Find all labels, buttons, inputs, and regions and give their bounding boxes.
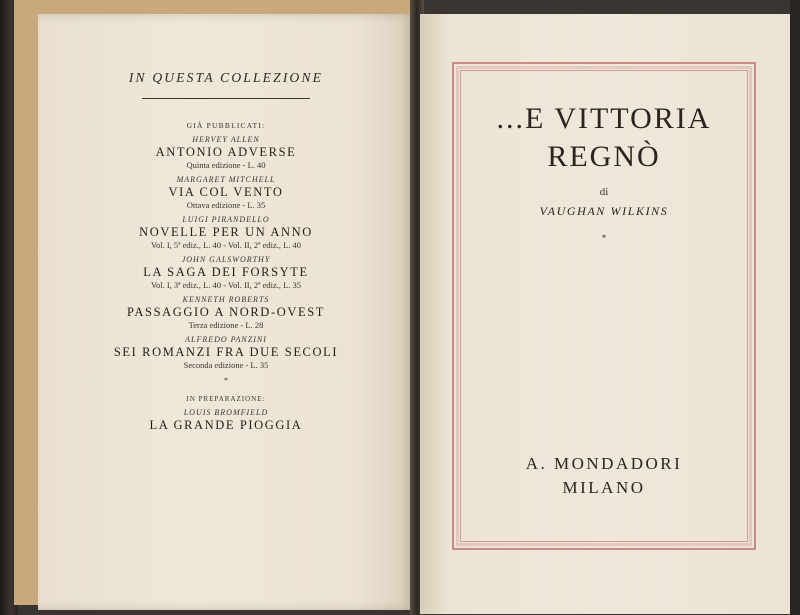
entry-title: VIA COL VENTO xyxy=(168,185,284,199)
entry-title: PASSAGGIO A NORD-OVEST xyxy=(127,305,325,319)
book-title-line-2: REGNÒ xyxy=(547,140,661,173)
by-label: di xyxy=(599,186,609,198)
entry-edition: Terza edizione - L. 28 xyxy=(188,320,264,330)
list-item xyxy=(78,215,374,250)
list-item xyxy=(78,335,374,370)
entry-edition: Quinta edizione - L. 40 xyxy=(186,160,266,170)
list-item xyxy=(78,175,374,210)
collection-heading: IN QUESTA COLLEZIONE xyxy=(128,70,324,85)
entry-author: MARGARET MITCHELL xyxy=(176,175,276,184)
publisher-name: A. MONDADORI xyxy=(525,454,683,473)
publisher-block xyxy=(462,452,746,500)
entry-edition: Seconda edizione - L. 35 xyxy=(183,360,269,370)
preparation-label: IN PREPARAZIONE: xyxy=(186,395,266,403)
entry-edition: Vol. I, 5ª ediz., L. 40 - Vol. II, 2ª ediz., L. 40 xyxy=(150,240,302,250)
published-label: GIÀ PUBBLICATI: xyxy=(186,121,266,130)
list-item xyxy=(78,408,374,433)
entry-author: JOHN GALSWORTHY xyxy=(181,255,271,264)
entry-title: SEI ROMANZI FRA DUE SECOLI xyxy=(113,345,339,359)
separator-star: * xyxy=(224,376,228,385)
entry-author: LUIGI PIRANDELLO xyxy=(182,215,270,224)
entry-author: KENNETH ROBERTS xyxy=(182,295,270,304)
publisher-city: MILANO xyxy=(562,478,646,497)
list-item xyxy=(78,295,374,330)
book-cover-right xyxy=(790,0,800,615)
title-block xyxy=(462,100,746,243)
entry-author: LOUIS BROMFIELD xyxy=(183,408,269,417)
entry-author: HERVEY ALLEN xyxy=(192,135,260,144)
list-item xyxy=(78,255,374,290)
list-item xyxy=(78,135,374,170)
collection-list xyxy=(78,70,374,433)
separator-star: * xyxy=(601,233,607,243)
entry-title: LA SAGA DEI FORSYTE xyxy=(143,265,309,279)
entry-edition: Ottava edizione - L. 35 xyxy=(186,200,266,210)
entry-edition: Vol. I, 3ª ediz., L. 40 - Vol. II, 2ª ediz., L. 35 xyxy=(150,280,302,290)
author-name: VAUGHAN WILKINS xyxy=(539,204,669,218)
heading-rule xyxy=(142,98,310,99)
entry-author: ALFREDO PANZINI xyxy=(185,335,267,344)
entry-title: LA GRANDE PIOGGIA xyxy=(149,418,303,432)
entry-title: NOVELLE PER UN ANNO xyxy=(139,225,313,239)
book-title-line-1: ...E VITTORIA xyxy=(496,102,712,135)
entry-title: ANTONIO ADVERSE xyxy=(155,145,297,159)
